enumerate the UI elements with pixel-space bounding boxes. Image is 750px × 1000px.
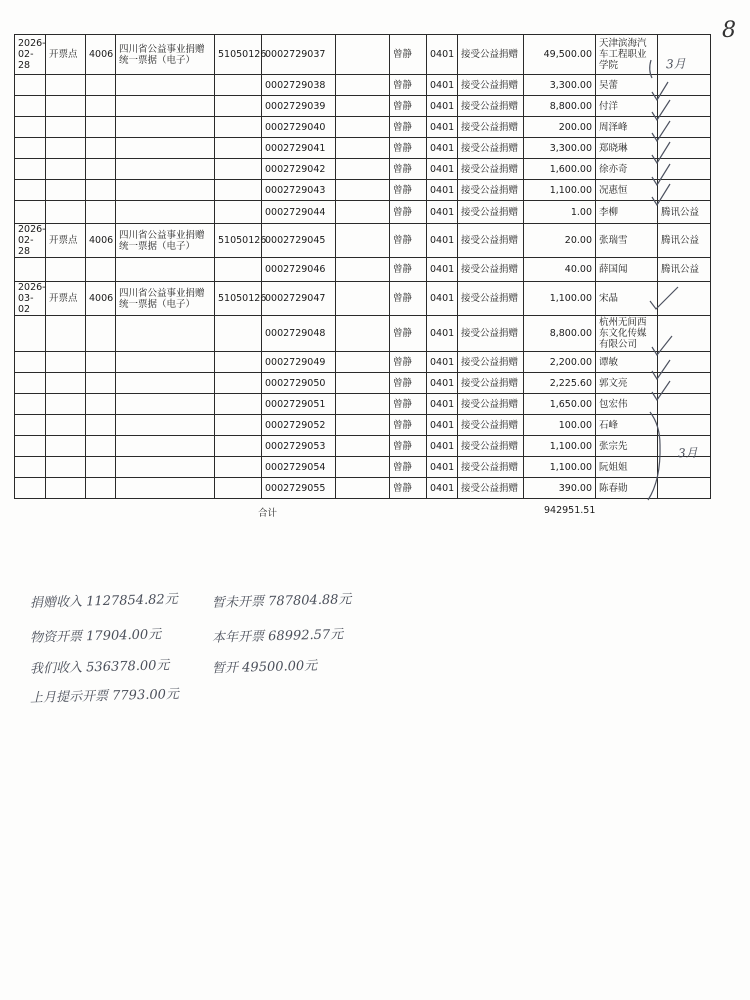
cell-bill-type: 四川省公益事业捐赠统一票据（电子） [116, 224, 215, 258]
cell-date [15, 394, 46, 415]
cell-point-code [86, 138, 116, 159]
cell-operator: 曾静 [390, 282, 427, 316]
cell-bill-type: 四川省公益事业捐赠统一票据（电子） [116, 282, 215, 316]
cell-payer: 杭州无间西东文化传媒有限公司 [596, 316, 658, 352]
cell-dept-code: 0401 [427, 436, 458, 457]
table-row [15, 394, 711, 415]
cell-amount: 1,100.00 [524, 436, 596, 457]
table-row [15, 96, 711, 117]
handwritten-note: 暂开 49500.00元 [211, 658, 318, 677]
cell-empty [336, 352, 390, 373]
cell-date [15, 117, 46, 138]
cell-bill-code [215, 159, 262, 180]
cell-bill-number: 0002729048 [262, 316, 336, 352]
cell-point-type [46, 201, 86, 224]
cell-operator: 曾静 [390, 258, 427, 282]
cell-operator: 曾静 [390, 180, 427, 201]
cell-dept-code: 0401 [427, 373, 458, 394]
cell-amount: 40.00 [524, 258, 596, 282]
cell-empty [336, 258, 390, 282]
cell-item: 接受公益捐赠 [458, 394, 524, 415]
cell-point-type [46, 159, 86, 180]
cell-bill-number: 0002729039 [262, 96, 336, 117]
cell-note: 腾讯公益 [658, 258, 711, 282]
cell-bill-number: 0002729049 [262, 352, 336, 373]
cell-date [15, 180, 46, 201]
cell-point-code [86, 75, 116, 96]
table-row [15, 258, 711, 282]
cell-point-code: 4006 [86, 282, 116, 316]
table-row [15, 457, 711, 478]
cell-empty [336, 373, 390, 394]
cell-payer: 薛国闻 [596, 258, 658, 282]
cell-empty [336, 35, 390, 75]
total-value: 942951.51 [544, 505, 596, 516]
margin-note: 3月 [665, 56, 686, 72]
cell-note [658, 180, 711, 201]
cell-amount: 1,650.00 [524, 394, 596, 415]
cell-bill-type [116, 180, 215, 201]
cell-bill-type [116, 75, 215, 96]
cell-bill-code [215, 352, 262, 373]
cell-item: 接受公益捐赠 [458, 159, 524, 180]
cell-payer: 谭敏 [596, 352, 658, 373]
cell-payer: 况惠恒 [596, 180, 658, 201]
cell-operator: 曾静 [390, 436, 427, 457]
cell-bill-code: 51050126 [215, 35, 262, 75]
cell-dept-code: 0401 [427, 117, 458, 138]
cell-bill-number: 0002729045 [262, 224, 336, 258]
cell-item: 接受公益捐赠 [458, 352, 524, 373]
cell-note [658, 394, 711, 415]
cell-date [15, 415, 46, 436]
cell-point-type [46, 75, 86, 96]
cell-empty [336, 75, 390, 96]
cell-bill-number: 0002729052 [262, 415, 336, 436]
handwritten-note: 暂未开票 787804.88元 [211, 592, 352, 611]
cell-item: 接受公益捐赠 [458, 180, 524, 201]
cell-bill-type [116, 117, 215, 138]
cell-operator: 曾静 [390, 415, 427, 436]
cell-dept-code: 0401 [427, 180, 458, 201]
cell-point-type [46, 117, 86, 138]
cell-bill-type [116, 352, 215, 373]
cell-amount: 20.00 [524, 224, 596, 258]
cell-point-code [86, 159, 116, 180]
cell-bill-type [116, 201, 215, 224]
cell-dept-code: 0401 [427, 96, 458, 117]
cell-bill-type [116, 478, 215, 499]
cell-payer: 周泽峰 [596, 117, 658, 138]
cell-amount: 3,300.00 [524, 138, 596, 159]
cell-bill-code [215, 415, 262, 436]
cell-bill-code: 51050126 [215, 282, 262, 316]
cell-note [658, 373, 711, 394]
cell-dept-code: 0401 [427, 35, 458, 75]
table-row [15, 201, 711, 224]
cell-point-type [46, 478, 86, 499]
cell-dept-code: 0401 [427, 316, 458, 352]
cell-bill-number: 0002729043 [262, 180, 336, 201]
table-row [15, 478, 711, 499]
cell-empty [336, 457, 390, 478]
cell-point-code [86, 373, 116, 394]
cell-point-code [86, 316, 116, 352]
cell-empty [336, 436, 390, 457]
cell-bill-number: 0002729044 [262, 201, 336, 224]
cell-bill-code [215, 258, 262, 282]
cell-point-code [86, 478, 116, 499]
cell-bill-number: 0002729047 [262, 282, 336, 316]
table-row [15, 282, 711, 316]
cell-empty [336, 282, 390, 316]
cell-amount: 1,100.00 [524, 282, 596, 316]
cell-operator: 曾静 [390, 96, 427, 117]
table-row [15, 415, 711, 436]
cell-dept-code: 0401 [427, 159, 458, 180]
cell-operator: 曾静 [390, 478, 427, 499]
cell-item: 接受公益捐赠 [458, 373, 524, 394]
cell-point-type [46, 258, 86, 282]
cell-bill-code [215, 96, 262, 117]
cell-empty [336, 138, 390, 159]
cell-item: 接受公益捐赠 [458, 436, 524, 457]
cell-empty [336, 96, 390, 117]
cell-note [658, 138, 711, 159]
cell-point-code [86, 394, 116, 415]
cell-amount: 2,225.60 [524, 373, 596, 394]
cell-date [15, 258, 46, 282]
cell-item: 接受公益捐赠 [458, 415, 524, 436]
total-label: 合计 [258, 508, 278, 519]
cell-amount: 1,100.00 [524, 457, 596, 478]
cell-point-code [86, 117, 116, 138]
cell-bill-number: 0002729037 [262, 35, 336, 75]
table-row [15, 373, 711, 394]
handwritten-note: 本年开票 68992.57元 [211, 627, 344, 646]
cell-date [15, 478, 46, 499]
cell-bill-type [116, 457, 215, 478]
cell-operator: 曾静 [390, 201, 427, 224]
cell-bill-type [116, 96, 215, 117]
margin-note: 3月 [677, 445, 698, 461]
handwritten-note: 上月提示开票 7793.00元 [29, 687, 180, 706]
handwritten-note: 物资开票 17904.00元 [29, 627, 162, 646]
cell-bill-code [215, 478, 262, 499]
cell-dept-code: 0401 [427, 258, 458, 282]
cell-point-type [46, 394, 86, 415]
cell-point-type [46, 180, 86, 201]
cell-payer: 付洋 [596, 96, 658, 117]
ledger-body [15, 35, 711, 499]
cell-bill-number: 0002729042 [262, 159, 336, 180]
cell-payer: 包宏伟 [596, 394, 658, 415]
cell-empty [336, 159, 390, 180]
table-row [15, 352, 711, 373]
cell-note [658, 352, 711, 373]
cell-bill-type [116, 436, 215, 457]
cell-dept-code: 0401 [427, 138, 458, 159]
table-row [15, 436, 711, 457]
cell-date [15, 373, 46, 394]
cell-item: 接受公益捐赠 [458, 478, 524, 499]
cell-date [15, 436, 46, 457]
cell-empty [336, 201, 390, 224]
cell-bill-code [215, 201, 262, 224]
cell-payer: 阮姐姐 [596, 457, 658, 478]
cell-payer: 郑晓琳 [596, 138, 658, 159]
cell-payer: 宋晶 [596, 282, 658, 316]
cell-amount: 2,200.00 [524, 352, 596, 373]
cell-point-type: 开票点 [46, 35, 86, 75]
cell-dept-code: 0401 [427, 282, 458, 316]
cell-payer: 郭文亮 [596, 373, 658, 394]
cell-point-type [46, 138, 86, 159]
cell-item: 接受公益捐赠 [458, 35, 524, 75]
cell-point-code [86, 352, 116, 373]
cell-note [658, 159, 711, 180]
cell-point-code [86, 436, 116, 457]
cell-operator: 曾静 [390, 352, 427, 373]
cell-item: 接受公益捐赠 [458, 201, 524, 224]
cell-bill-type [116, 159, 215, 180]
cell-point-type: 开票点 [46, 282, 86, 316]
cell-date [15, 457, 46, 478]
cell-bill-code [215, 180, 262, 201]
cell-amount: 8,800.00 [524, 96, 596, 117]
cell-amount: 49,500.00 [524, 35, 596, 75]
cell-bill-type [116, 138, 215, 159]
cell-bill-code [215, 117, 262, 138]
cell-date [15, 201, 46, 224]
cell-point-code: 4006 [86, 224, 116, 258]
cell-dept-code: 0401 [427, 415, 458, 436]
cell-bill-code: 51050126 [215, 224, 262, 258]
cell-operator: 曾静 [390, 394, 427, 415]
cell-bill-number: 0002729040 [262, 117, 336, 138]
cell-item: 接受公益捐赠 [458, 96, 524, 117]
cell-point-type [46, 415, 86, 436]
cell-bill-number: 0002729038 [262, 75, 336, 96]
cell-note [658, 96, 711, 117]
cell-operator: 曾静 [390, 35, 427, 75]
cell-amount: 3,300.00 [524, 75, 596, 96]
cell-empty [336, 117, 390, 138]
cell-operator: 曾静 [390, 457, 427, 478]
cell-point-type [46, 352, 86, 373]
cell-payer: 张宗先 [596, 436, 658, 457]
cell-bill-code [215, 457, 262, 478]
table-row [15, 75, 711, 96]
cell-item: 接受公益捐赠 [458, 75, 524, 96]
table-row [15, 159, 711, 180]
cell-operator: 曾静 [390, 138, 427, 159]
cell-amount: 1.00 [524, 201, 596, 224]
cell-point-code [86, 258, 116, 282]
table-row [15, 117, 711, 138]
cell-item: 接受公益捐赠 [458, 258, 524, 282]
cell-note [658, 117, 711, 138]
handwritten-note: 我们收入 536378.00元 [29, 658, 170, 677]
cell-bill-code [215, 75, 262, 96]
cell-empty [336, 316, 390, 352]
cell-point-code [86, 201, 116, 224]
cell-note: 腾讯公益 [658, 201, 711, 224]
cell-note [658, 316, 711, 352]
cell-empty [336, 224, 390, 258]
cell-point-type [46, 373, 86, 394]
cell-item: 接受公益捐赠 [458, 282, 524, 316]
cell-note [658, 415, 711, 436]
cell-point-type [46, 457, 86, 478]
cell-payer: 李柳 [596, 201, 658, 224]
cell-amount: 1,100.00 [524, 180, 596, 201]
cell-bill-code [215, 436, 262, 457]
cell-item: 接受公益捐赠 [458, 316, 524, 352]
cell-item: 接受公益捐赠 [458, 138, 524, 159]
cell-bill-type [116, 316, 215, 352]
cell-empty [336, 180, 390, 201]
cell-bill-number: 0002729051 [262, 394, 336, 415]
cell-bill-number: 0002729046 [262, 258, 336, 282]
cell-amount: 200.00 [524, 117, 596, 138]
cell-date: 2026-03-02 [15, 282, 46, 316]
cell-payer: 天津滨海汽车工程职业学院 [596, 35, 658, 75]
cell-note: 腾讯公益 [658, 224, 711, 258]
cell-operator: 曾静 [390, 224, 427, 258]
cell-bill-type [116, 258, 215, 282]
cell-bill-number: 0002729054 [262, 457, 336, 478]
cell-note [658, 478, 711, 499]
cell-item: 接受公益捐赠 [458, 117, 524, 138]
cell-point-type [46, 436, 86, 457]
cell-date [15, 96, 46, 117]
cell-bill-code [215, 373, 262, 394]
cell-point-code [86, 96, 116, 117]
cell-date [15, 138, 46, 159]
cell-bill-type [116, 394, 215, 415]
cell-amount: 1,600.00 [524, 159, 596, 180]
cell-dept-code: 0401 [427, 478, 458, 499]
donation-ledger-table [14, 34, 711, 499]
cell-empty [336, 415, 390, 436]
cell-bill-number: 0002729055 [262, 478, 336, 499]
cell-amount: 100.00 [524, 415, 596, 436]
cell-date [15, 316, 46, 352]
table-row [15, 224, 711, 258]
cell-dept-code: 0401 [427, 394, 458, 415]
cell-dept-code: 0401 [427, 457, 458, 478]
table-row [15, 35, 711, 75]
cell-payer: 徐亦奇 [596, 159, 658, 180]
cell-dept-code: 0401 [427, 224, 458, 258]
cell-point-type: 开票点 [46, 224, 86, 258]
table-row [15, 180, 711, 201]
cell-date: 2026-02-28 [15, 224, 46, 258]
cell-point-code: 4006 [86, 35, 116, 75]
cell-item: 接受公益捐赠 [458, 457, 524, 478]
cell-bill-code [215, 138, 262, 159]
cell-operator: 曾静 [390, 373, 427, 394]
cell-item: 接受公益捐赠 [458, 224, 524, 258]
cell-payer: 石峰 [596, 415, 658, 436]
cell-bill-code [215, 316, 262, 352]
table-row [15, 316, 711, 352]
cell-empty [336, 394, 390, 415]
cell-note [658, 282, 711, 316]
cell-operator: 曾静 [390, 117, 427, 138]
cell-bill-number: 0002729053 [262, 436, 336, 457]
cell-bill-code [215, 394, 262, 415]
table-row [15, 138, 711, 159]
cell-payer: 张瑞雪 [596, 224, 658, 258]
cell-date [15, 75, 46, 96]
cell-empty [336, 478, 390, 499]
cell-point-code [86, 457, 116, 478]
cell-dept-code: 0401 [427, 201, 458, 224]
cell-operator: 曾静 [390, 159, 427, 180]
cell-dept-code: 0401 [427, 75, 458, 96]
cell-point-type [46, 316, 86, 352]
cell-bill-type: 四川省公益事业捐赠统一票据（电子） [116, 35, 215, 75]
cell-bill-type [116, 373, 215, 394]
cell-amount: 390.00 [524, 478, 596, 499]
page-number: 8 [722, 18, 736, 43]
cell-date: 2026-02-28 [15, 35, 46, 75]
cell-operator: 曾静 [390, 75, 427, 96]
cell-amount: 8,800.00 [524, 316, 596, 352]
handwritten-note: 捐赠收入 1127854.82元 [29, 592, 178, 611]
cell-bill-number: 0002729050 [262, 373, 336, 394]
cell-point-type [46, 96, 86, 117]
cell-dept-code: 0401 [427, 352, 458, 373]
cell-payer: 吴蕾 [596, 75, 658, 96]
cell-bill-number: 0002729041 [262, 138, 336, 159]
cell-date [15, 352, 46, 373]
cell-payer: 陈春勋 [596, 478, 658, 499]
cell-point-code [86, 415, 116, 436]
cell-date [15, 159, 46, 180]
cell-operator: 曾静 [390, 316, 427, 352]
cell-point-code [86, 180, 116, 201]
cell-note [658, 75, 711, 96]
cell-bill-type [116, 415, 215, 436]
